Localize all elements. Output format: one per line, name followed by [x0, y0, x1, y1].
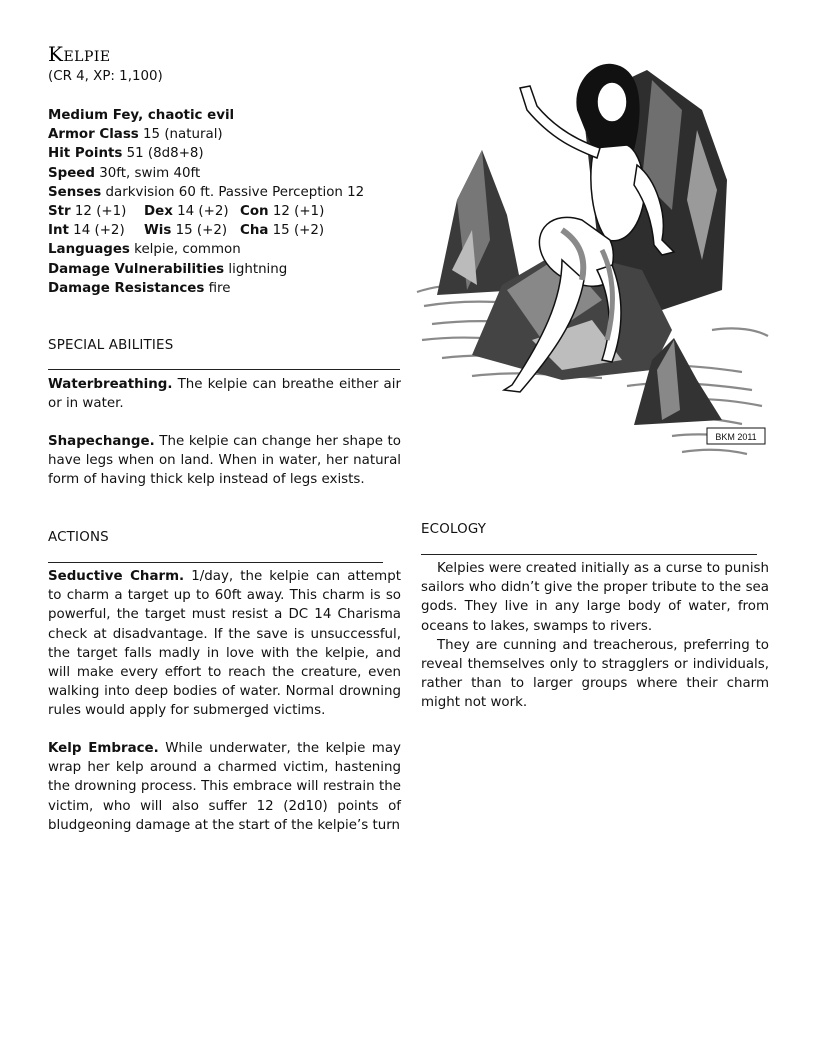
action-kelp-embrace: Kelp Embrace. While underwater, the kelpie may wrap her kelp around a charmed victim, hastening the drowning process. This embrace will restrain the victim, who will also suffer 12 (2d10) points of bludgeoning damage at the start of the kelpie’s turn	[48, 741, 401, 833]
languages-line: Languages kelpie, common	[48, 242, 241, 258]
ability-scores-row-2	[48, 221, 408, 240]
kelpie-illustration	[412, 40, 772, 470]
resistances-line: Damage Resistances fire	[48, 280, 231, 296]
ecology-paragraph-1: Kelpies were created initially as a curse to punish sailors who didn’t give the proper tribute to the sea gods. They live in any large body of water, from oceans to lakes, swamps to rivers.	[421, 561, 769, 634]
armor-class-line: Armor Class 15 (natural)	[48, 127, 223, 143]
ability-waterbreathing: Waterbreathing. The kelpie can breathe either air or in water.	[48, 377, 401, 412]
challenge-rating: (CR 4, XP: 1,100)	[48, 69, 163, 84]
dex-score: Dex 14 (+2)	[144, 203, 229, 219]
hit-points-line: Hit Points 51 (8d8+8)	[48, 146, 204, 162]
wis-score: Wis 15 (+2)	[144, 223, 228, 239]
artist-signature	[707, 428, 765, 444]
action-seductive-charm: Seductive Charm. 1/day, the kelpie can attempt to charm a target up to 60ft away. This charm is so powerful, the target must resist a DC 14 Charisma check at disadvantage. If the save is unsuccessful, the target falls madly in love with the kelpie, and will make every effort to reach the creature, even walking into deep bodies of water. Normal drowning rules would apply for submerged victims.	[48, 569, 401, 719]
stat-block	[48, 106, 408, 298]
ecology-rule	[421, 554, 757, 555]
ability-scores-row-1	[48, 202, 408, 221]
monster-title: Kelpie	[48, 42, 111, 66]
con-score: Con 12 (+1)	[240, 203, 325, 219]
left-rock-icon	[437, 150, 522, 295]
creature-type: Medium Fey, chaotic evil	[48, 108, 235, 123]
special-abilities-rule	[48, 369, 400, 370]
signature-text: BKM 2011	[715, 432, 757, 442]
ecology-text	[421, 559, 769, 713]
actions-heading: ACTIONS	[48, 530, 109, 545]
ability-shapechange: Shapechange. The kelpie can change her shape to have legs when on land. When in water, her natural form of having thick kelp instead of legs exists.	[48, 434, 401, 488]
actions-rule	[48, 562, 383, 563]
ecology-paragraph-2: They are cunning and treacherous, preferring to reveal themselves only to stragglers or individuals, rather than to larger groups where their charm might not work.	[421, 637, 769, 711]
str-score: Str 12 (+1)	[48, 203, 127, 219]
int-score: Int 14 (+2)	[48, 223, 125, 239]
speed-line: Speed 30ft, swim 40ft	[48, 165, 201, 181]
cha-score: Cha 15 (+2)	[240, 223, 325, 239]
vulnerabilities-line: Damage Vulnerabilities lightning	[48, 261, 288, 277]
special-abilities-heading: SPECIAL ABILITIES	[48, 338, 174, 353]
senses-line: Senses darkvision 60 ft. Passive Perception 12	[48, 184, 365, 200]
ecology-heading: ECOLOGY	[421, 522, 487, 537]
